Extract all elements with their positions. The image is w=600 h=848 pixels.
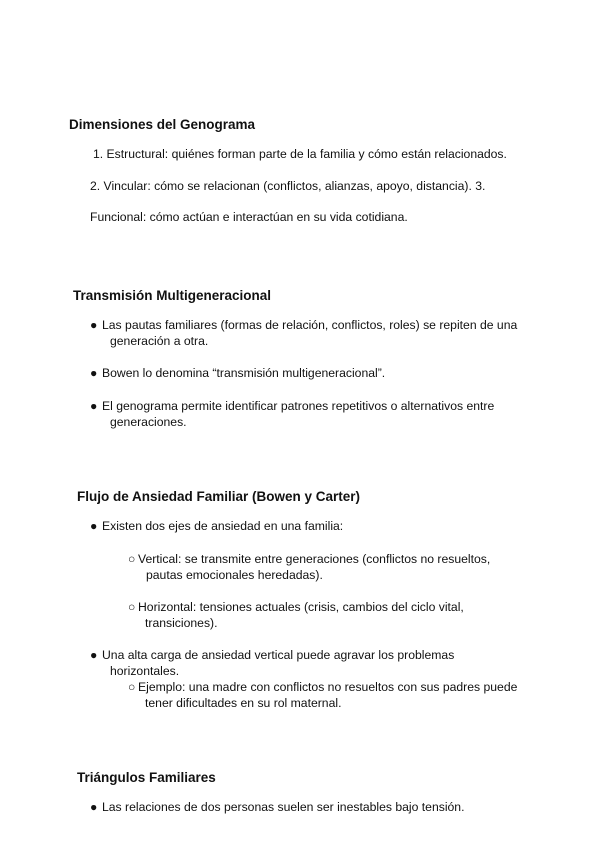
sub-bullet-marker: ○ — [128, 600, 136, 614]
bullet-marker: ● — [90, 800, 98, 814]
sub-bullet-marker: ○ — [128, 552, 136, 566]
dimension-vincular: 2. Vincular: cómo se relacionan (conflictos, alianzas, apoyo, distancia). 3. — [90, 179, 486, 193]
sub-bullet-text: Horizontal: tensiones actuales (crisis, cambios del ciclo vital, — [138, 600, 464, 614]
bullet-text-continued: generación a otra. — [110, 334, 209, 348]
bullet-text: Una alta carga de ansiedad vertical puede agravar los problemas — [102, 648, 455, 662]
heading-dimensiones: Dimensiones del Genograma — [69, 117, 256, 132]
dimension-funcional: Funcional: cómo actúan e interactúan en su vida cotidiana. — [90, 210, 408, 224]
bullet-text-continued: generaciones. — [110, 415, 187, 429]
dimension-structural: 1. Estructural: quiénes forman parte de la familia y cómo están relacionados. — [93, 147, 507, 161]
heading-triangulos: Triángulos Familiares — [77, 770, 216, 785]
bullet-text: Bowen lo denomina “transmisión multigeneracional”. — [102, 366, 386, 380]
sub-bullet-text-continued: pautas emocionales heredadas). — [146, 568, 323, 582]
bullet-text: Existen dos ejes de ansiedad en una familia: — [102, 519, 344, 533]
bullet-text-continued: horizontales. — [110, 664, 180, 678]
sub-bullet-marker: ○ — [128, 680, 136, 694]
sub-bullet-text-continued: transiciones). — [145, 616, 218, 630]
sub-bullet-text: Vertical: se transmite entre generaciones (conflictos no resueltos, — [138, 552, 491, 566]
sub-bullet-text: Ejemplo: una madre con conflictos no resueltos con sus padres puede — [138, 680, 518, 694]
heading-transmision: Transmisión Multigeneracional — [73, 288, 272, 303]
heading-flujo-ansiedad: Flujo de Ansiedad Familiar (Bowen y Carter) — [77, 489, 361, 504]
bullet-marker: ● — [90, 318, 98, 332]
bullet-text: El genograma permite identificar patrones repetitivos o alternativos entre — [102, 399, 495, 413]
bullet-text: Las pautas familiares (formas de relación, conflictos, roles) se repiten de una — [102, 318, 518, 332]
bullet-marker: ● — [90, 399, 98, 413]
sub-bullet-text-continued: tener dificultades en su rol maternal. — [145, 696, 342, 710]
bullet-marker: ● — [90, 366, 98, 380]
bullet-text: Las relaciones de dos personas suelen ser inestables bajo tensión. — [102, 800, 465, 814]
bullet-marker: ● — [90, 648, 98, 662]
bullet-marker: ● — [90, 519, 98, 533]
